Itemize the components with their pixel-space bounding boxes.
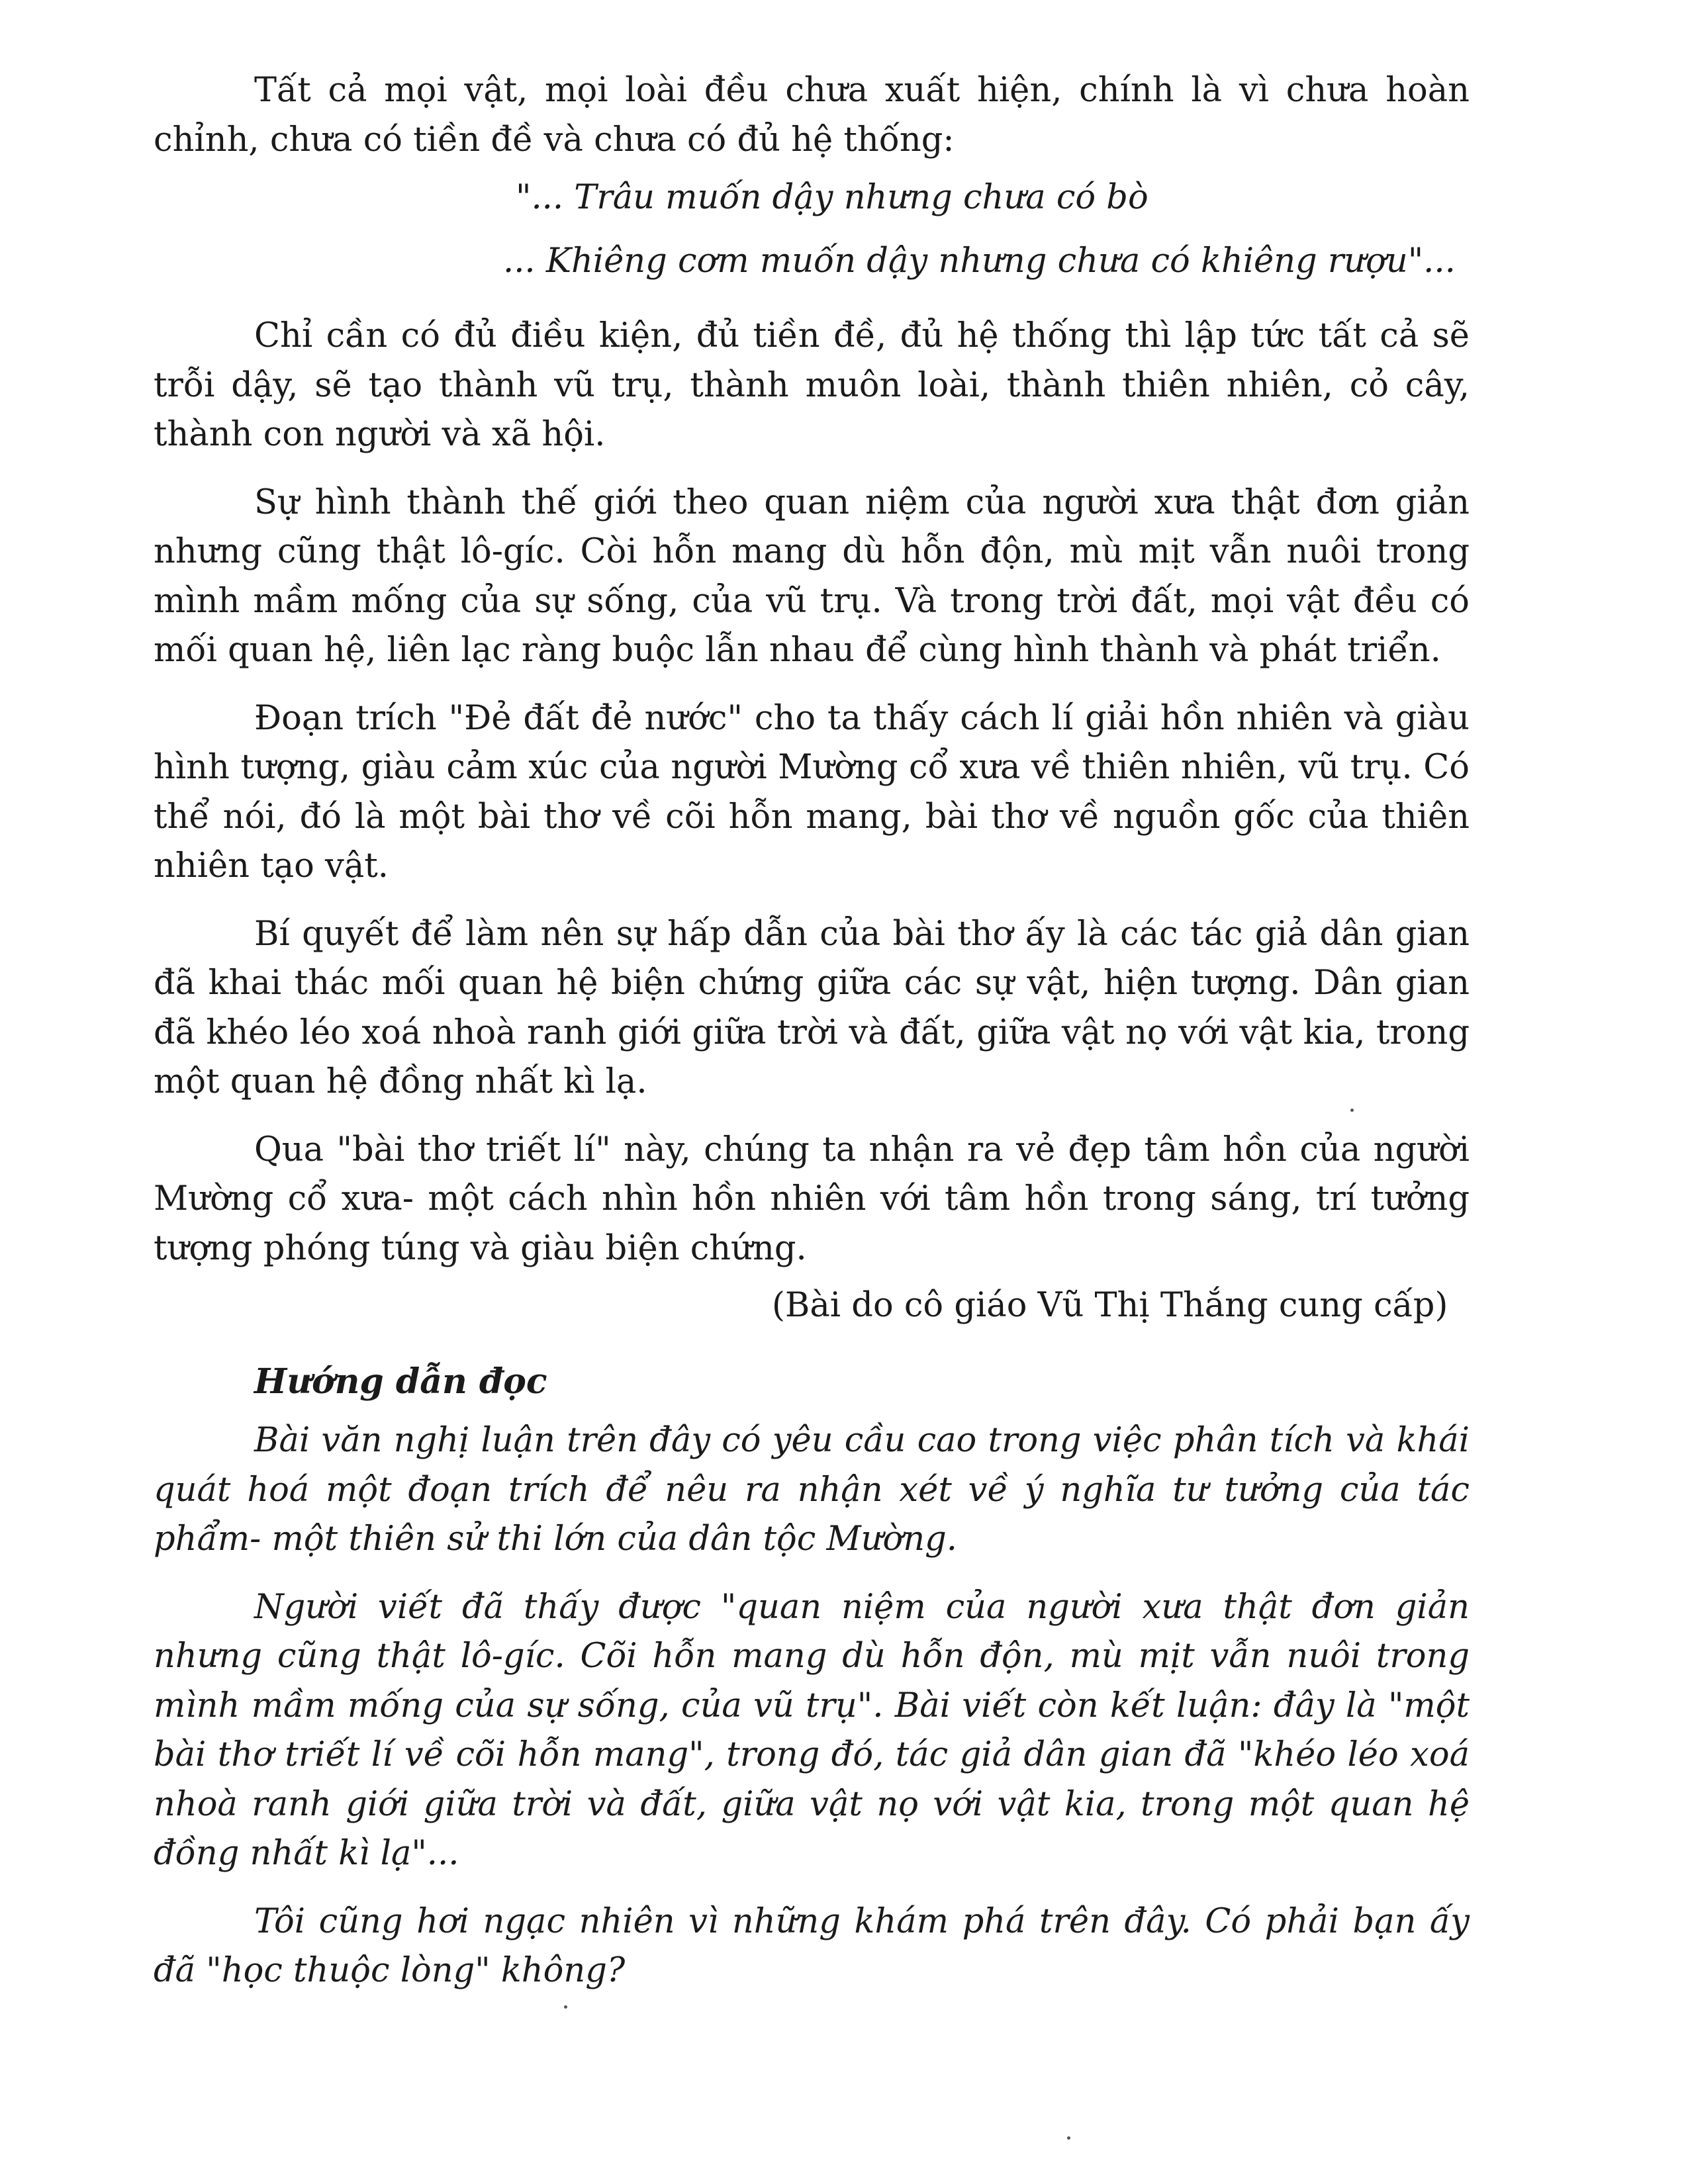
guide-paragraph: Người viết đã thấy được "quan niệm của người xưa thật đơn giản nhưng cũng thật lô-gíc. Cõi hỗn mang dù hỗn độn, mù mịt vẫn nuôi trong mình mầm mống của sự sống, của vũ trụ". Bài viết còn kết luận: đây là "một bài thơ triết lí về cõi hỗn mang", trong đó, tác giả dân gian đã "khéo léo xoá nhoà ranh giới giữa trời và đất, giữa vật nọ với vật kia, trong một quan hệ đồng nhất kì lạ"...: [154, 1587, 1470, 1873]
source-credit: (Bài do cô giáo Vũ Thị Thắng cung cấp): [772, 1286, 1448, 1325]
body-paragraph: Bí quyết để làm nên sự hấp dẫn của bài thơ ấy là các tác giả dân gian đã khai thác mối quan hệ biện chứng giữa các sự vật, hiện tượng. Dân gian đã khéo léo xoá nhoà ranh giới giữa trời và đất, giữa vật nọ với vật kia, trong một quan hệ đồng nhất kì lạ.: [154, 914, 1470, 1101]
scan-speck: [1350, 1109, 1354, 1112]
verse-block: [154, 166, 1470, 293]
body-paragraph: Chỉ cần có đủ điều kiện, đủ tiền đề, đủ hệ thống thì lập tức tất cả sẽ trỗi dậy, sẽ tạo thành vũ trụ, thành muôn loài, thành thiên nhiên, cỏ cây, thành con người và xã hội.: [154, 316, 1470, 454]
guide-paragraph: Tôi cũng hơi ngạc nhiên vì những khám phá trên đây. Có phải bạn ấy đã "học thuộc lòng" không?: [154, 1901, 1470, 1990]
verse-line: "... Trâu muốn dậy nhưng chưa có bò: [516, 178, 1149, 217]
scan-speck: [1067, 2136, 1070, 2140]
page-content: [154, 66, 1470, 1996]
body-paragraph: Qua "bài thơ triết lí" này, chúng ta nhận ra vẻ đẹp tâm hồn của người Mường cổ xưa- một cách nhìn hồn nhiên với tâm hồn trong sáng, trí tưởng tượng phóng túng và giàu biện chứng.: [154, 1130, 1470, 1268]
intro-paragraph: Tất cả mọi vật, mọi loài đều chưa xuất hiện, chính là vì chưa hoàn chỉnh, chưa có tiền đề và chưa có đủ hệ thống:: [154, 71, 1470, 159]
verse-line: ... Khiêng cơm muốn dậy nhưng chưa có khiêng rượu"...: [503, 242, 1456, 281]
guide-paragraph: Bài văn nghị luận trên đây có yêu cầu cao trong việc phân tích và khái quát hoá một đoạn trích để nêu ra nhận xét về ý nghĩa tư tưởng của tác phẩm- một thiên sử thi lớn của dân tộc Mường.: [154, 1421, 1470, 1559]
scan-speck: [564, 2005, 567, 2009]
guide-heading: Hướng dẫn đọc: [254, 1361, 547, 1402]
body-paragraph: Đoạn trích "Đẻ đất đẻ nước" cho ta thấy cách lí giải hồn nhiên và giàu hình tượng, giàu cảm xúc của người Mường cổ xưa về thiên nhiên, vũ trụ. Có thể nói, đó là một bài thơ về cõi hỗn mang, bài thơ về nguồn gốc của thiên nhiên tạo vật.: [154, 698, 1470, 886]
body-paragraph: Sự hình thành thế giới theo quan niệm của người xưa thật đơn giản nhưng cũng thật lô-gíc. Còi hỗn mang dù hỗn độn, mù mịt vẫn nuôi trong mình mầm mống của sự sống, của vũ trụ. Và trong trời đất, mọi vật đều có mối quan hệ, liên lạc ràng buộc lẫn nhau để cùng hình thành và phát triển.: [154, 482, 1470, 670]
